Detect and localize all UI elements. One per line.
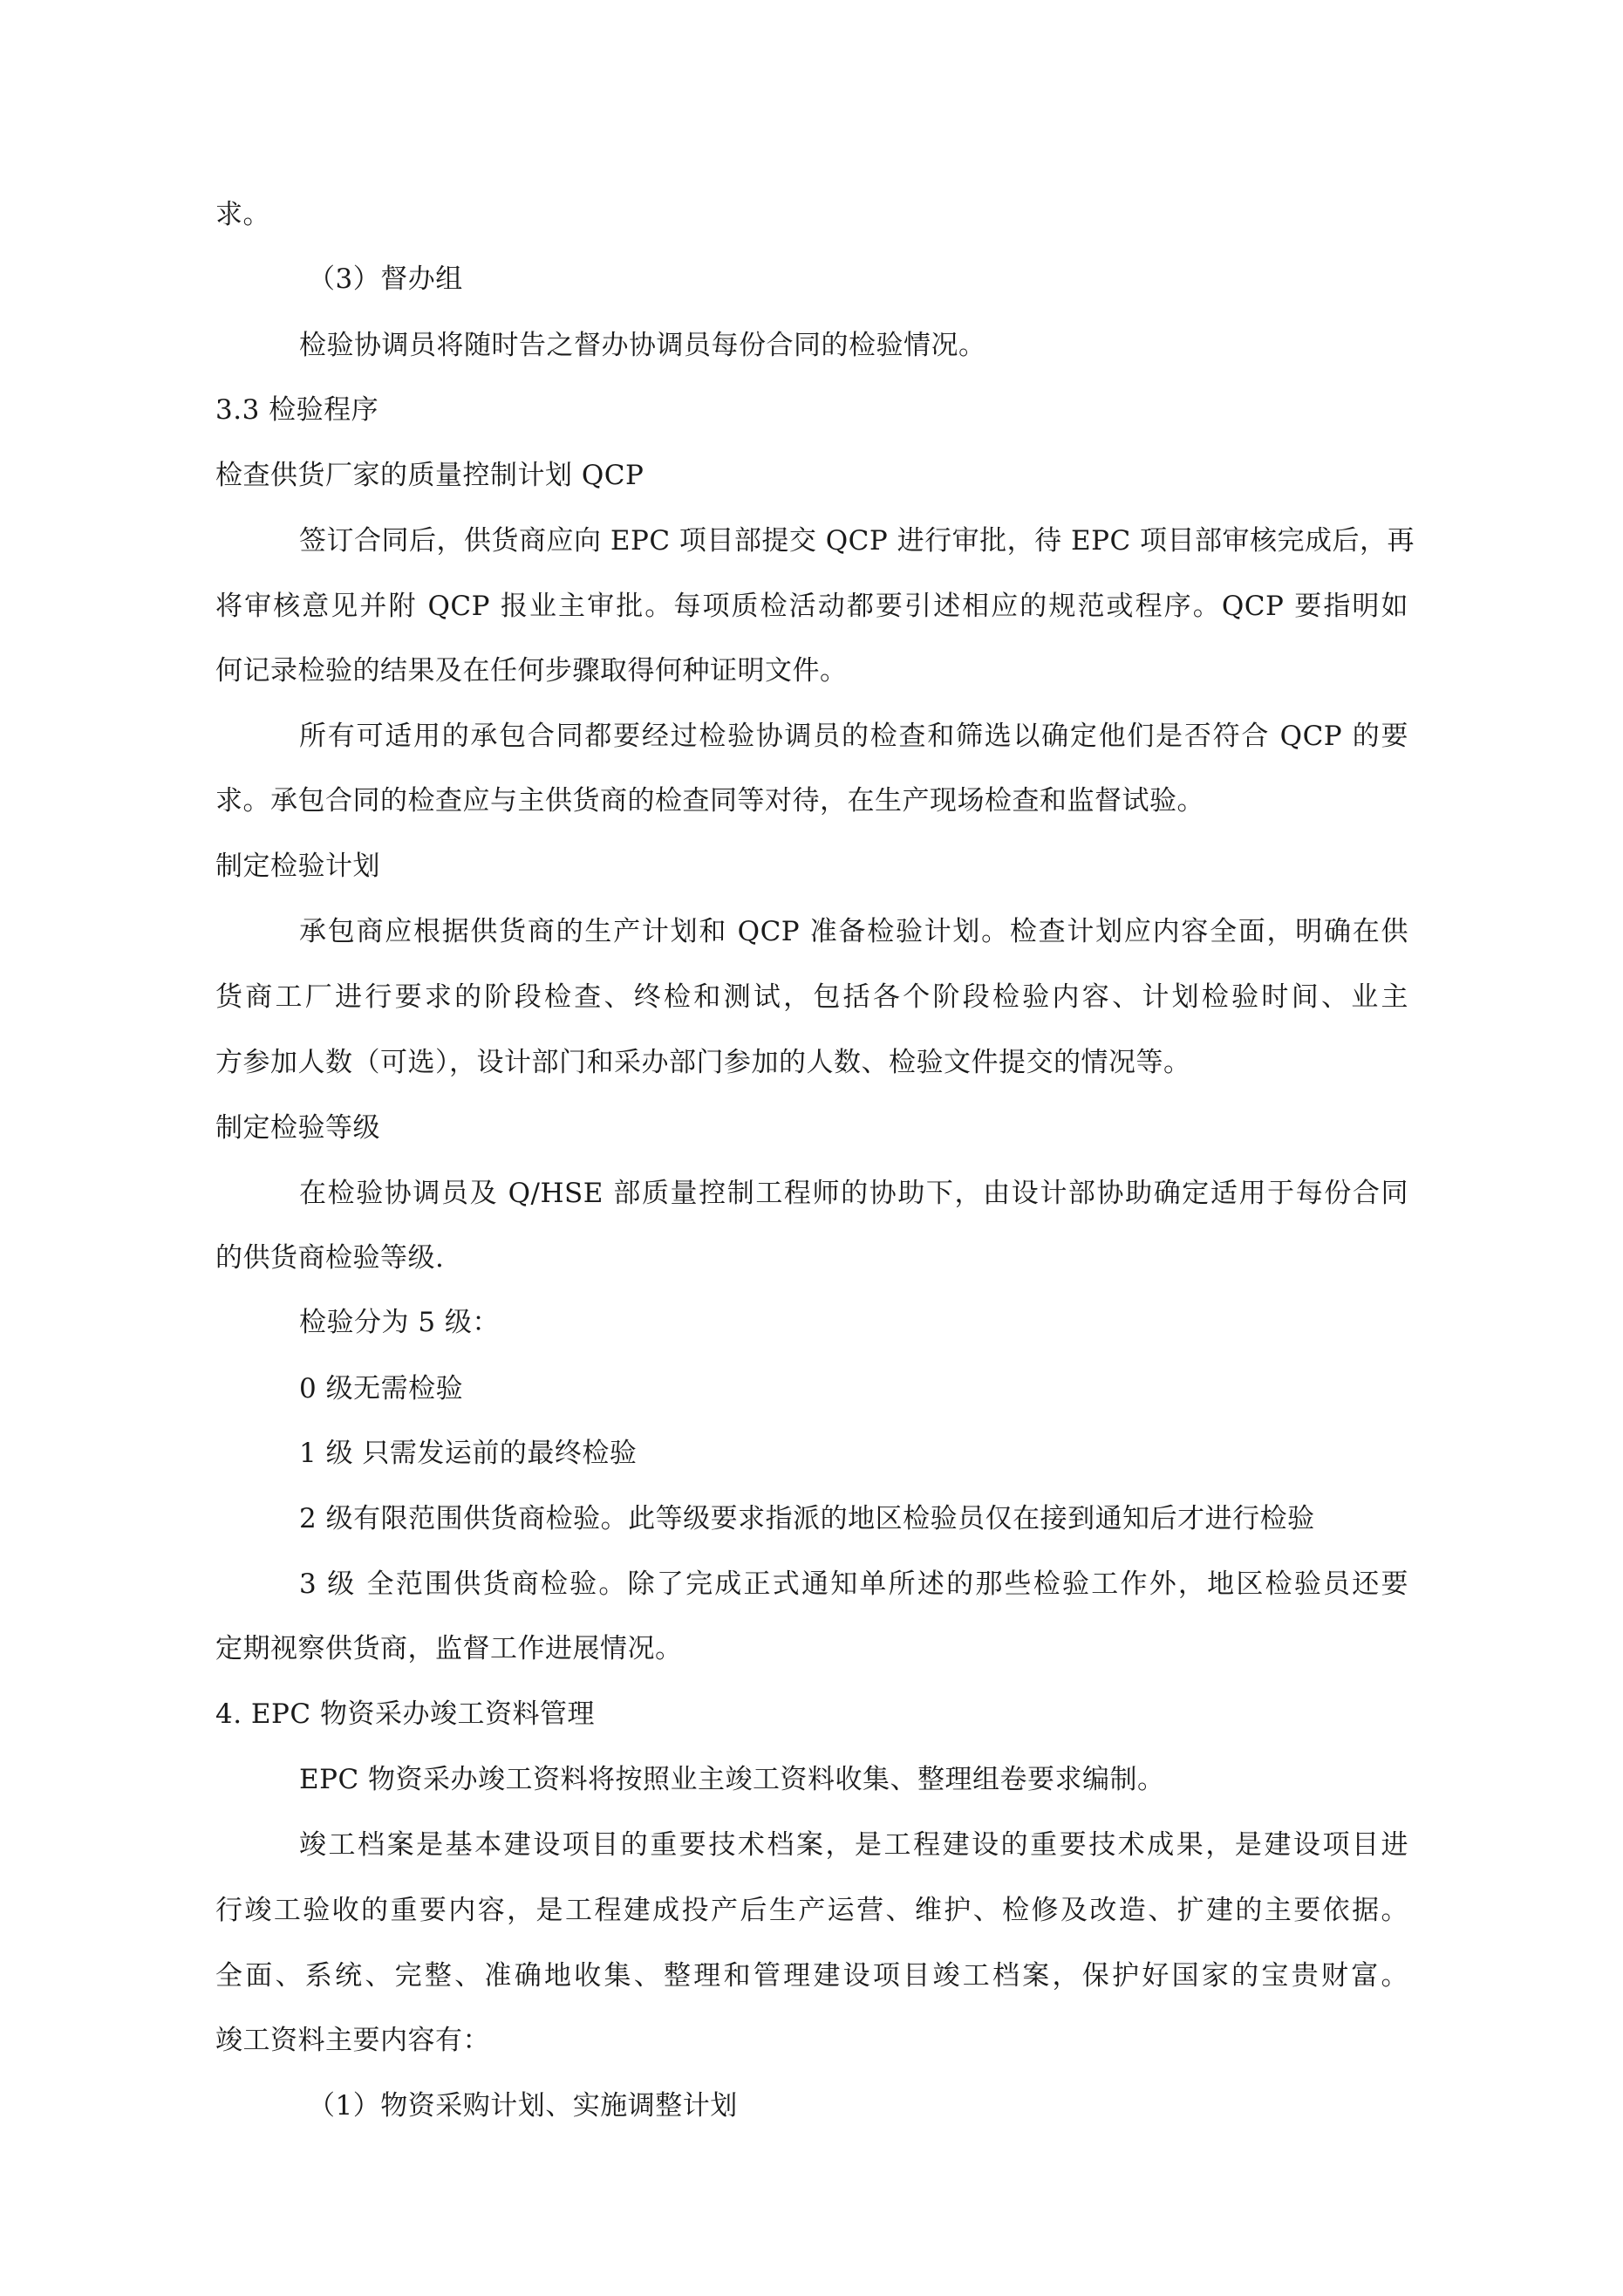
paragraph-line: 全面、系统、完整、准确地收集、整理和管理建设项目竣工档案，保护好国家的宝贵财富。 <box>215 1960 1408 1992</box>
paragraph-line: 方参加人数（可选），设计部门和采办部门参加的人数、检验文件提交的情况等。 <box>215 1047 1191 1078</box>
paragraph-line: 求。承包合同的检查应与主供货商的检查同等对待，在生产现场检查和监督试验。 <box>215 785 1204 817</box>
paragraph-line: 将审核意见并附 QCP 报业主审批。每项质检活动都要引述相应的规范或程序。QCP 要指明如 <box>215 591 1408 622</box>
subsection-heading: （3）督办组 <box>308 263 463 295</box>
section-heading: 3.3 检验程序 <box>215 394 379 426</box>
paragraph-line: 竣工资料主要内容有： <box>215 2025 490 2056</box>
paragraph-line: 何记录检验的结果及在任何步骤取得何种证明文件。 <box>215 655 848 687</box>
paragraph-line: 定期视察供货商，监督工作进展情况。 <box>215 1633 683 1664</box>
list-item: 1 级 只需发运前的最终检验 <box>299 1438 638 1469</box>
paragraph-line: 检验分为 5 级： <box>299 1307 500 1338</box>
paragraph-line: 检验协调员将随时告之督办协调员每份合同的检验情况。 <box>299 330 986 361</box>
paragraph-line: 所有可适用的承包合同都要经过检验协调员的检查和筛选以确定他们是否符合 QCP 的要 <box>299 721 1408 752</box>
subsection-heading: 制定检验计划 <box>215 851 380 882</box>
list-item: 2 级有限范围供货商检验。此等级要求指派的地区检验员仅在接到通知后才进行检验 <box>299 1503 1315 1534</box>
paragraph-line: EPC 物资采办竣工资料将按照业主竣工资料收集、整理组卷要求编制。 <box>299 1764 1165 1795</box>
paragraph-line: 承包商应根据供货商的生产计划和 QCP 准备检验计划。检查计划应内容全面，明确在供 <box>299 916 1408 947</box>
paragraph-line: 求。 <box>215 199 270 230</box>
paragraph-line: 行竣工验收的重要内容，是工程建成投产后生产运营、维护、检修及改造、扩建的主要依据。 <box>215 1895 1408 1926</box>
paragraph-line: 竣工档案是基本建设项目的重要技术档案，是工程建设的重要技术成果，是建设项目进 <box>299 1829 1408 1861</box>
list-item: 0 级无需检验 <box>299 1373 464 1404</box>
paragraph-line: 签订合同后，供货商应向 EPC 项目部提交 QCP 进行审批，待 EPC 项目部审核完成后，再 <box>299 525 1415 557</box>
list-item: （1）物资采购计划、实施调整计划 <box>308 2090 738 2122</box>
subsection-heading: 检查供货厂家的质量控制计划 QCP <box>215 460 644 491</box>
paragraph-line: 在检验协调员及 Q/HSE 部质量控制工程师的协助下，由设计部协助确定适用于每份合同 <box>299 1178 1408 1209</box>
section-heading: 4. EPC 物资采办竣工资料管理 <box>215 1698 595 1730</box>
paragraph-line: 的供货商检验等级. <box>215 1242 445 1274</box>
paragraph-line: 货商工厂进行要求的阶段检查、终检和测试，包括各个阶段检验内容、计划检验时间、业主 <box>215 981 1408 1013</box>
list-item: 3 级 全范围供货商检验。除了完成正式通知单所述的那些检验工作外，地区检验员还要 <box>299 1568 1408 1600</box>
subsection-heading: 制定检验等级 <box>215 1112 380 1144</box>
